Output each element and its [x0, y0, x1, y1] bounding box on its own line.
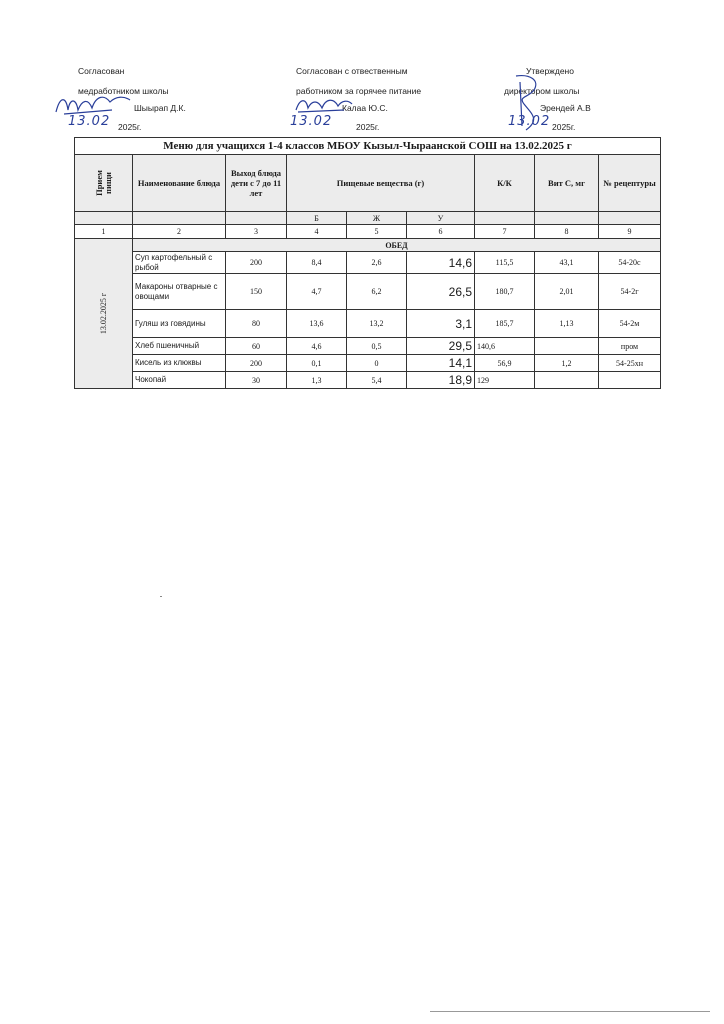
approval-food-line2: работником за горячее питание: [296, 86, 422, 96]
date-ink-food: 13.02: [290, 114, 333, 129]
approval-food-year: 2025г.: [356, 122, 380, 132]
dish-recipe: 54-20с: [599, 252, 661, 274]
dish-vitc: 2,01: [535, 274, 599, 310]
date-ink-medical: 13.02: [68, 114, 111, 129]
dish-fat: 6,2: [347, 274, 407, 310]
dish-kcal: 129: [475, 372, 535, 389]
dish-carbs: 3,1: [407, 310, 475, 338]
subheader-row: [75, 212, 661, 225]
approval-food: [290, 66, 476, 136]
date-cell: [75, 239, 133, 389]
header-name: Наименование блюда: [133, 155, 226, 212]
approval-director-name: Эрендей А.В: [540, 103, 591, 113]
approval-director: [504, 66, 638, 136]
approval-director-line2: директором школы: [504, 86, 580, 96]
dish-carbs: 26,5: [407, 274, 475, 310]
approval-medical-line1: Согласован: [78, 66, 125, 76]
dish-kcal: 56,9: [475, 355, 535, 372]
column-number: 8: [535, 225, 599, 239]
dish-kcal: 115,5: [475, 252, 535, 274]
approval-director-year: 2025г.: [552, 122, 576, 132]
approval-block: [68, 66, 638, 136]
column-number: 7: [475, 225, 535, 239]
table-row: [75, 274, 661, 310]
dish-carbs: 29,5: [407, 338, 475, 355]
dish-yield: 80: [226, 310, 287, 338]
menu-title: Меню для учащихся 1-4 классов МБОУ Кызыл-Чыраанской СОШ на 13.02.2025 г: [75, 138, 661, 155]
dish-protein: 8,4: [287, 252, 347, 274]
column-number: 3: [226, 225, 287, 239]
dish-recipe: 54-2г: [599, 274, 661, 310]
date-ink-director: 13.02: [508, 114, 551, 129]
table-row: [75, 252, 661, 274]
dish-protein: 4,7: [287, 274, 347, 310]
approval-medical-name: Шыырап Д.К.: [134, 103, 186, 113]
signature-food: [294, 94, 354, 116]
dish-carbs: 14,1: [407, 355, 475, 372]
header-vitc: Вит С, мг: [535, 155, 599, 212]
header-row: [75, 155, 661, 212]
dish-name: Макароны отварные с овощами: [133, 274, 226, 310]
header-meal: [75, 155, 133, 212]
header-nutrients: Пищевые вещества (г): [287, 155, 475, 212]
dish-fat: 5,4: [347, 372, 407, 389]
approval-food-name: Калаа Ю.С.: [342, 103, 388, 113]
approval-director-line1: Утверждено: [526, 66, 574, 76]
dish-name: Гуляш из говядины: [133, 310, 226, 338]
approval-medical: [68, 66, 258, 136]
dish-name: Хлеб пшеничный: [133, 338, 226, 355]
title-row: [75, 138, 661, 155]
dish-recipe: пром: [599, 338, 661, 355]
dish-name: Кисель из клюквы: [133, 355, 226, 372]
dish-vitc: [535, 338, 599, 355]
dish-protein: 1,3: [287, 372, 347, 389]
approval-medical-line2: медработником школы: [78, 86, 169, 96]
dish-recipe: 54-25хн: [599, 355, 661, 372]
column-number: 2: [133, 225, 226, 239]
dish-yield: 200: [226, 355, 287, 372]
dish-fat: 0: [347, 355, 407, 372]
meal-title-row: [75, 239, 661, 252]
menu-table: [74, 137, 661, 389]
dish-yield: 200: [226, 252, 287, 274]
table-row: [75, 338, 661, 355]
column-number: 5: [347, 225, 407, 239]
dish-fat: 2,6: [347, 252, 407, 274]
dish-name: Суп картофельный с рыбой: [133, 252, 226, 274]
header-yield: Выход блюда дети с 7 до 11 лет: [226, 155, 287, 212]
subheader-zh: Ж: [347, 212, 407, 225]
dish-fat: 0,5: [347, 338, 407, 355]
table-row: [75, 310, 661, 338]
dish-yield: 150: [226, 274, 287, 310]
dish-yield: 60: [226, 338, 287, 355]
dish-carbs: 14,6: [407, 252, 475, 274]
dish-vitc: [535, 372, 599, 389]
column-number: 6: [407, 225, 475, 239]
header-meal-text: Прием пищи: [93, 170, 113, 196]
column-number-row: [75, 225, 661, 239]
column-number: 4: [287, 225, 347, 239]
header-recipe: № рецептуры: [599, 155, 661, 212]
dish-vitc: 1,2: [535, 355, 599, 372]
dish-fat: 13,2: [347, 310, 407, 338]
dish-yield: 30: [226, 372, 287, 389]
dish-kcal: 185,7: [475, 310, 535, 338]
dish-protein: 13,6: [287, 310, 347, 338]
dish-kcal: 140,6: [475, 338, 535, 355]
dish-name: Чокопай: [133, 372, 226, 389]
dish-protein: 0,1: [287, 355, 347, 372]
subheader-u: У: [407, 212, 475, 225]
dish-protein: 4,6: [287, 338, 347, 355]
dish-recipe: 54-2м: [599, 310, 661, 338]
dish-recipe: [599, 372, 661, 389]
approval-medical-year: 2025г.: [118, 122, 142, 132]
subheader-b: Б: [287, 212, 347, 225]
table-row: [75, 355, 661, 372]
scan-speck: [160, 596, 162, 597]
header-kcal: К/К: [475, 155, 535, 212]
column-number: 9: [599, 225, 661, 239]
dish-vitc: 43,1: [535, 252, 599, 274]
meal-label: ОБЕД: [133, 239, 661, 252]
dish-carbs: 18,9: [407, 372, 475, 389]
dish-vitc: 1,13: [535, 310, 599, 338]
column-number: 1: [75, 225, 133, 239]
approval-food-line1: Согласован с отвественным: [296, 66, 408, 76]
bottom-rule: [430, 1011, 710, 1012]
menu-date: 13.02.2025 г: [99, 292, 108, 335]
dish-kcal: 180,7: [475, 274, 535, 310]
table-row: [75, 372, 661, 389]
